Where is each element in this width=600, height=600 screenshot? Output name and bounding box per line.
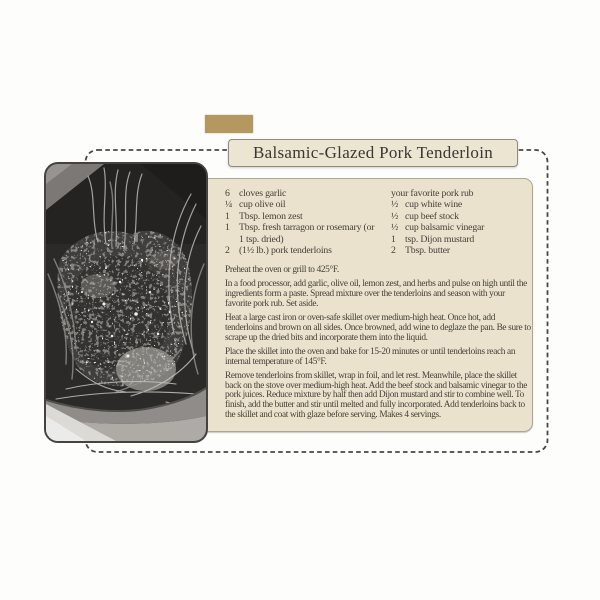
pork-tenderloin-photo-art [46,164,206,441]
instruction-paragraph: Place the skillet into the oven and bake for 15-20 minutes or until tenderloins reach an internal temperature of 145°F. [225,346,516,367]
ingredient-qty: 1 [391,233,396,245]
ingredient-item [391,222,527,233]
ingredient-qty: ½ [391,222,399,234]
ingredient-item [225,199,391,210]
instruction-paragraph: Remove tenderloins from skillet, wrap in foil, and let rest. Meanwhile, place the skillet back on the stove over medium-high heat. Add the beef stock and balsamic vinegar to the pork juices. Reduce mixture by half then add Dijon mustard and stir to combine well. To finish, add the butter and stir until melted and fully incorporated. Add tenderloins back to the skillet and coat with glaze before serving. Makes 4 servings. [225,370,528,421]
ingredient-qty: ¼ [225,199,233,211]
ingredient-qty: 2 [225,245,230,257]
ingredient-qty: 6 [225,188,230,199]
ingredient-item [391,188,527,199]
ingredient-name: Tbsp. butter [405,245,450,257]
recipe-photo [44,162,208,443]
ingredient-item [225,245,391,256]
ingredient-name: tsp. Dijon mustard [405,233,475,245]
ingredient-name: cup olive oil [239,199,286,211]
ingredient-item [391,234,527,245]
ingredient-item [391,211,527,222]
ingredients-list [225,188,527,256]
ingredient-item [225,211,391,222]
ingredient-name: cloves garlic [239,188,287,199]
ingredient-qty: ½ [391,199,399,211]
instruction-paragraph: In a food processor, add garlic, olive oil, lemon zest, and herbs and pulse on high until the ingredients form a paste. Spread mixture over the tenderloins and season with your favorite pork rub. Set aside. [225,279,527,310]
ingredient-name: cup balsamic vinegar [405,222,485,234]
instruction-paragraph: Preheat the oven or grill to 425°F. [225,265,339,276]
ingredient-qty: 1 [225,222,230,234]
recipe-card [192,178,533,432]
ingredient-item [225,188,391,199]
recipe-title: Balsamic-Glazed Pork Tenderloin [252,143,494,162]
ingredient-name: your favorite pork rub [391,188,474,199]
ingredient-name: cup white wine [405,199,463,211]
ingredient-item [391,199,527,210]
tape-decoration [205,115,253,133]
ingredient-name: Tbsp. lemon zest [239,210,303,222]
ingredient-qty: ½ [391,210,399,222]
ingredient-item [391,245,527,256]
ingredient-qty: 2 [391,245,396,257]
ingredient-name: (1½ lb.) pork tenderloins [239,245,332,257]
ingredient-name: cup beef stock [405,210,459,222]
recipe-title-bar [228,139,518,167]
ingredients-column-left [225,188,391,256]
ingredients-column-right [391,188,527,256]
ingredient-item [225,222,391,245]
ingredient-name: Tbsp. fresh tarragon or rosemary (or 1 tsp. dried) [239,222,375,245]
instruction-paragraph: Heat a large cast iron or oven-safe skillet over medium-high heat. Once hot, add tenderloins and brown on all sides. Once browned, add wine to deglaze the pan. Be sure to scrape up the dried bits and incorporate them into the liquid. [225,313,531,343]
ingredient-qty: 1 [225,210,230,222]
instructions [225,266,531,421]
